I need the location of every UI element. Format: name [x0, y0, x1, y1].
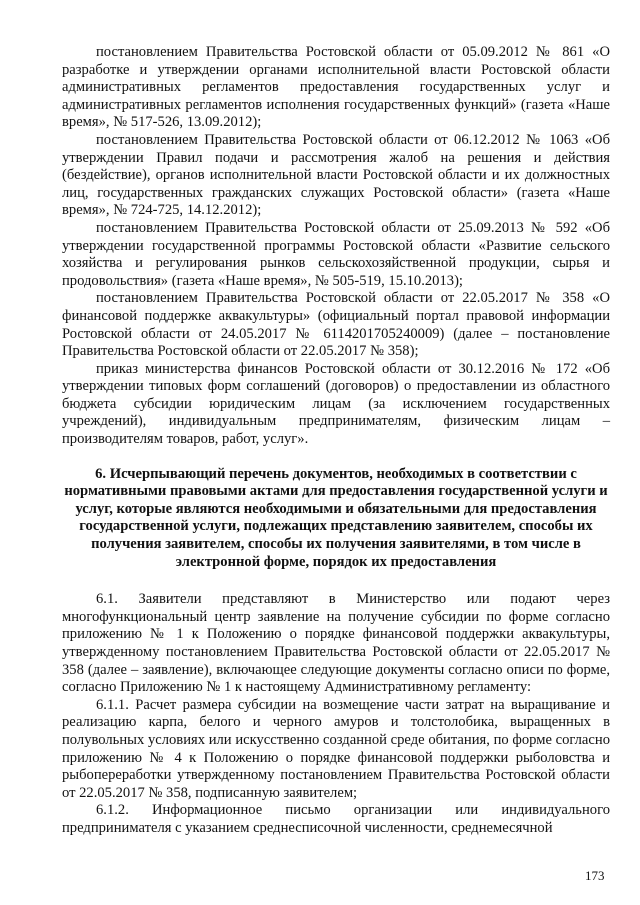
paragraph-resolution-861: постановлением Правительства Ростовской области от 05.09.2012 № 861 «О разработке и утверждении органами исполнительной власти Ростовской области административных регламентов предоставления государственных услуг и административных регламентов исполнения государственных функций» (газета «Наше время», № 517-526, 13.09.2012); [62, 44, 610, 131]
paragraph-6-1: 6.1. Заявители представляют в Министерство или подают через многофункциональный центр заявление на получение субсидии по форме согласно приложению № 1 к Положению о порядке финансовой поддержки аквакультуры, утвержденному постановлением Правительства Ростовской области от 22.05.2017 № 358 (далее – заявление), включающее следующие документы согласно описи по форме, согласно Приложению № 1 к настоящему Административному регламенту: [62, 591, 610, 696]
paragraph-resolution-1063: постановлением Правительства Ростовской области от 06.12.2012 № 1063 «Об утверждении Правил подачи и рассмотрения жалоб на решения и действия (бездействие), органов исполнительной власти Ростовской области и их должностных лиц, государственных гражданских служащих Ростовской области» (газета «Наше время», № 724-725, 14.12.2012); [62, 131, 610, 219]
document-page [62, 44, 610, 838]
paragraph-resolution-358: постановлением Правительства Ростовской области от 22.05.2017 № 358 «О финансовой поддержке аквакультуры» (официальный портал правовой информации Ростовской области от 24.05.2017 № 6114201705240009) (далее – постановление Правительства Ростовской области от 22.05.2017 № 358); [62, 290, 610, 360]
paragraph-resolution-592: постановлением Правительства Ростовской области от 25.09.2013 № 592 «Об утверждении государственной программы Ростовской области «Развитие сельского хозяйства и регулирования рынков сельскохозяйственной продукции, сырья и продовольствия» (газета «Наше время», № 505-519, 15.10.2013); [62, 219, 610, 289]
paragraph-order-172: приказ министерства финансов Ростовской области от 30.12.2016 № 172 «Об утверждении типовых форм соглашений (договоров) о предоставлении из областного бюджета субсидии юридическим лицам (за исключением государственных учреждений), индивидуальным предпринимателям, физическим лицам – производителям товаров, работ, услуг». [62, 360, 610, 448]
page-number: 173 [585, 868, 605, 883]
section-heading: 6. Исчерпывающий перечень документов, необходимых в соответствии с нормативными правовыми актами для предоставления государственной услуги и услуг, которые являются необходимыми и обязательными для предоставления государственной услуги, подлежащих представлению заявителем, способы их получения заявителем, способы их получения заявителями, в том числе в электронной форме, порядок их предоставления [64, 465, 608, 570]
paragraph-6-1-1: 6.1.1. Расчет размера субсидии на возмещение части затрат на выращивание и реализацию карпа, белого и черного амуров и толстолобика, выращенных в полувольных условиях или искусственно созданной среде обитания, по форме согласно приложению № 4 к Положению о порядке финансовой поддержки рыболовства и рыбопереработки утвержденному постановлением Правительства Ростовской области от 22.05.2017 № 358, подписанную заявителем; [62, 696, 610, 801]
paragraph-6-1-2: 6.1.2. Информационное письмо организации или индивидуального предпринимателя с указанием среднесписочной численности, среднемесячной [62, 802, 610, 836]
